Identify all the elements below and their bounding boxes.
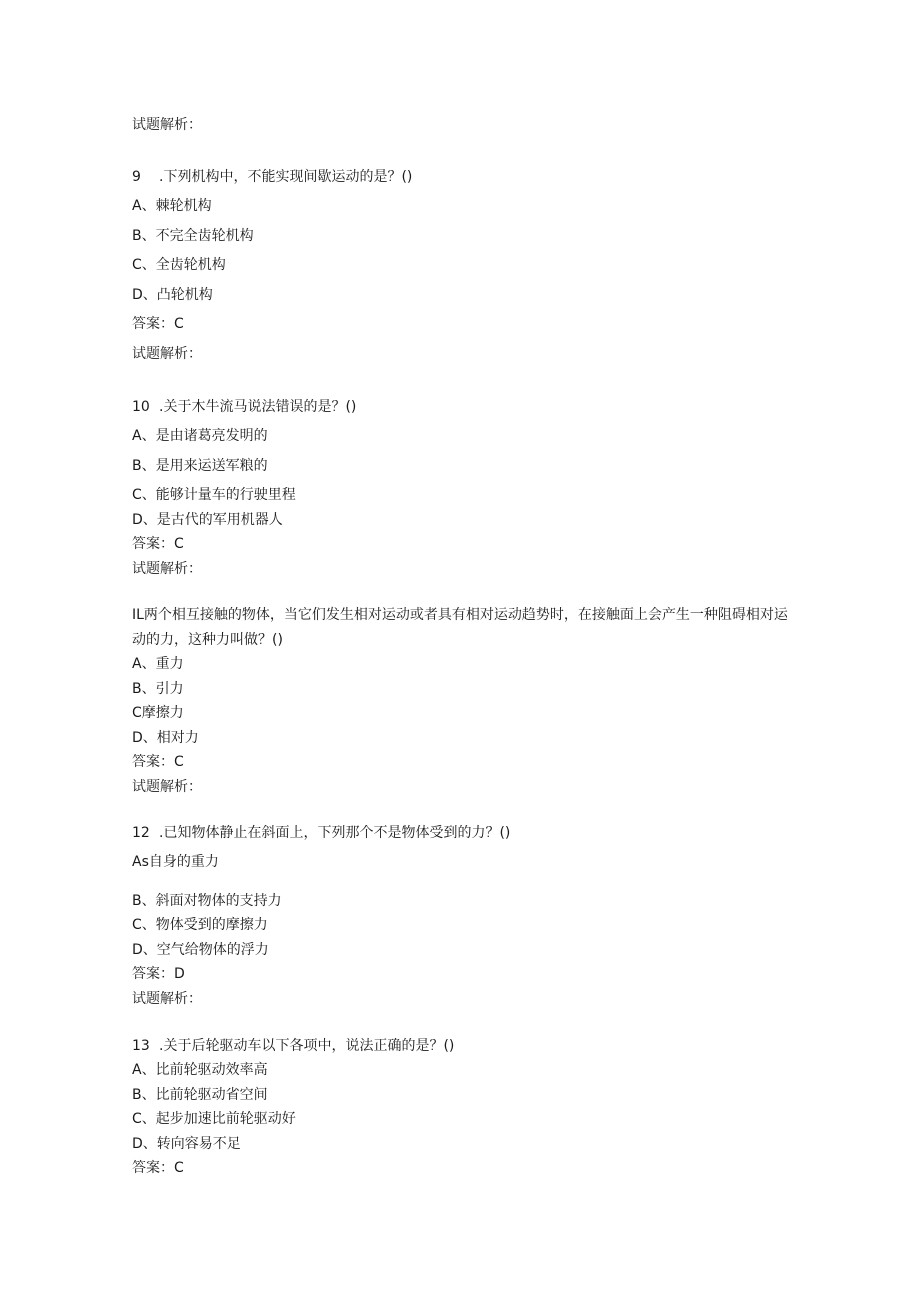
question-10-stem	[132, 397, 356, 417]
option-b: B、不完全齿轮机构	[132, 228, 254, 244]
option-a: As自身的重力	[132, 854, 219, 870]
option-d: D、凸轮机构	[132, 287, 213, 303]
question-text: .已知物体静止在斜面上，下列那个不是物体受到的力？()	[159, 825, 511, 841]
analysis-label: 试题解析：	[132, 991, 202, 1007]
option-d: D、相对力	[132, 730, 199, 746]
option-d: D、是古代的军用机器人	[132, 512, 283, 528]
answer-label: 答案：C	[132, 316, 184, 332]
question-13-stem	[132, 1036, 454, 1056]
analysis-label: 试题解析：	[132, 117, 202, 133]
option-a: A、棘轮机构	[132, 198, 212, 214]
question-11-stem: IL两个相互接触的物体，当它们发生相对运动或者具有相对运动趋势时，在接触面上会产生一种阻碍相对运动的力，这种力叫做？()	[132, 607, 788, 648]
question-text: .下列机构中，不能实现间歇运动的是？()	[159, 169, 413, 185]
option-a: A、重力	[132, 656, 184, 672]
question-number: 9	[132, 169, 141, 185]
question-number: 10	[132, 399, 150, 415]
analysis-label: 试题解析：	[132, 346, 202, 362]
option-d: D、空气给物体的浮力	[132, 942, 269, 958]
option-c: C、物体受到的摩擦力	[132, 917, 268, 933]
answer-label: 答案：C	[132, 754, 184, 770]
option-b: B、是用来运送军粮的	[132, 458, 268, 474]
question-number: 12	[132, 825, 150, 841]
question-number: 13	[132, 1038, 150, 1054]
option-a: A、比前轮驱动效率高	[132, 1062, 268, 1078]
question-12-stem	[132, 823, 510, 843]
question-text: .关于木牛流马说法错误的是？()	[159, 399, 357, 415]
option-c: C、能够计量车的行驶里程	[132, 487, 296, 503]
option-b: B、比前轮驱动省空间	[132, 1087, 268, 1103]
analysis-label: 试题解析：	[132, 779, 202, 795]
option-c: C、起步加速比前轮驱动好	[132, 1111, 296, 1127]
answer-label: 答案：C	[132, 536, 184, 552]
question-text: .关于后轮驱动车以下各项中，说法正确的是？()	[159, 1038, 455, 1054]
option-a: A、是由诸葛亮发明的	[132, 428, 268, 444]
analysis-label: 试题解析：	[132, 561, 202, 577]
option-b: B、斜面对物体的支持力	[132, 893, 282, 909]
option-c: C摩擦力	[132, 705, 184, 721]
question-9-stem	[132, 167, 412, 187]
answer-label: 答案：D	[132, 966, 185, 982]
option-d: D、转向容易不足	[132, 1136, 241, 1152]
option-b: B、引力	[132, 681, 184, 697]
option-c: C、全齿轮机构	[132, 257, 226, 273]
answer-label: 答案：C	[132, 1160, 184, 1176]
